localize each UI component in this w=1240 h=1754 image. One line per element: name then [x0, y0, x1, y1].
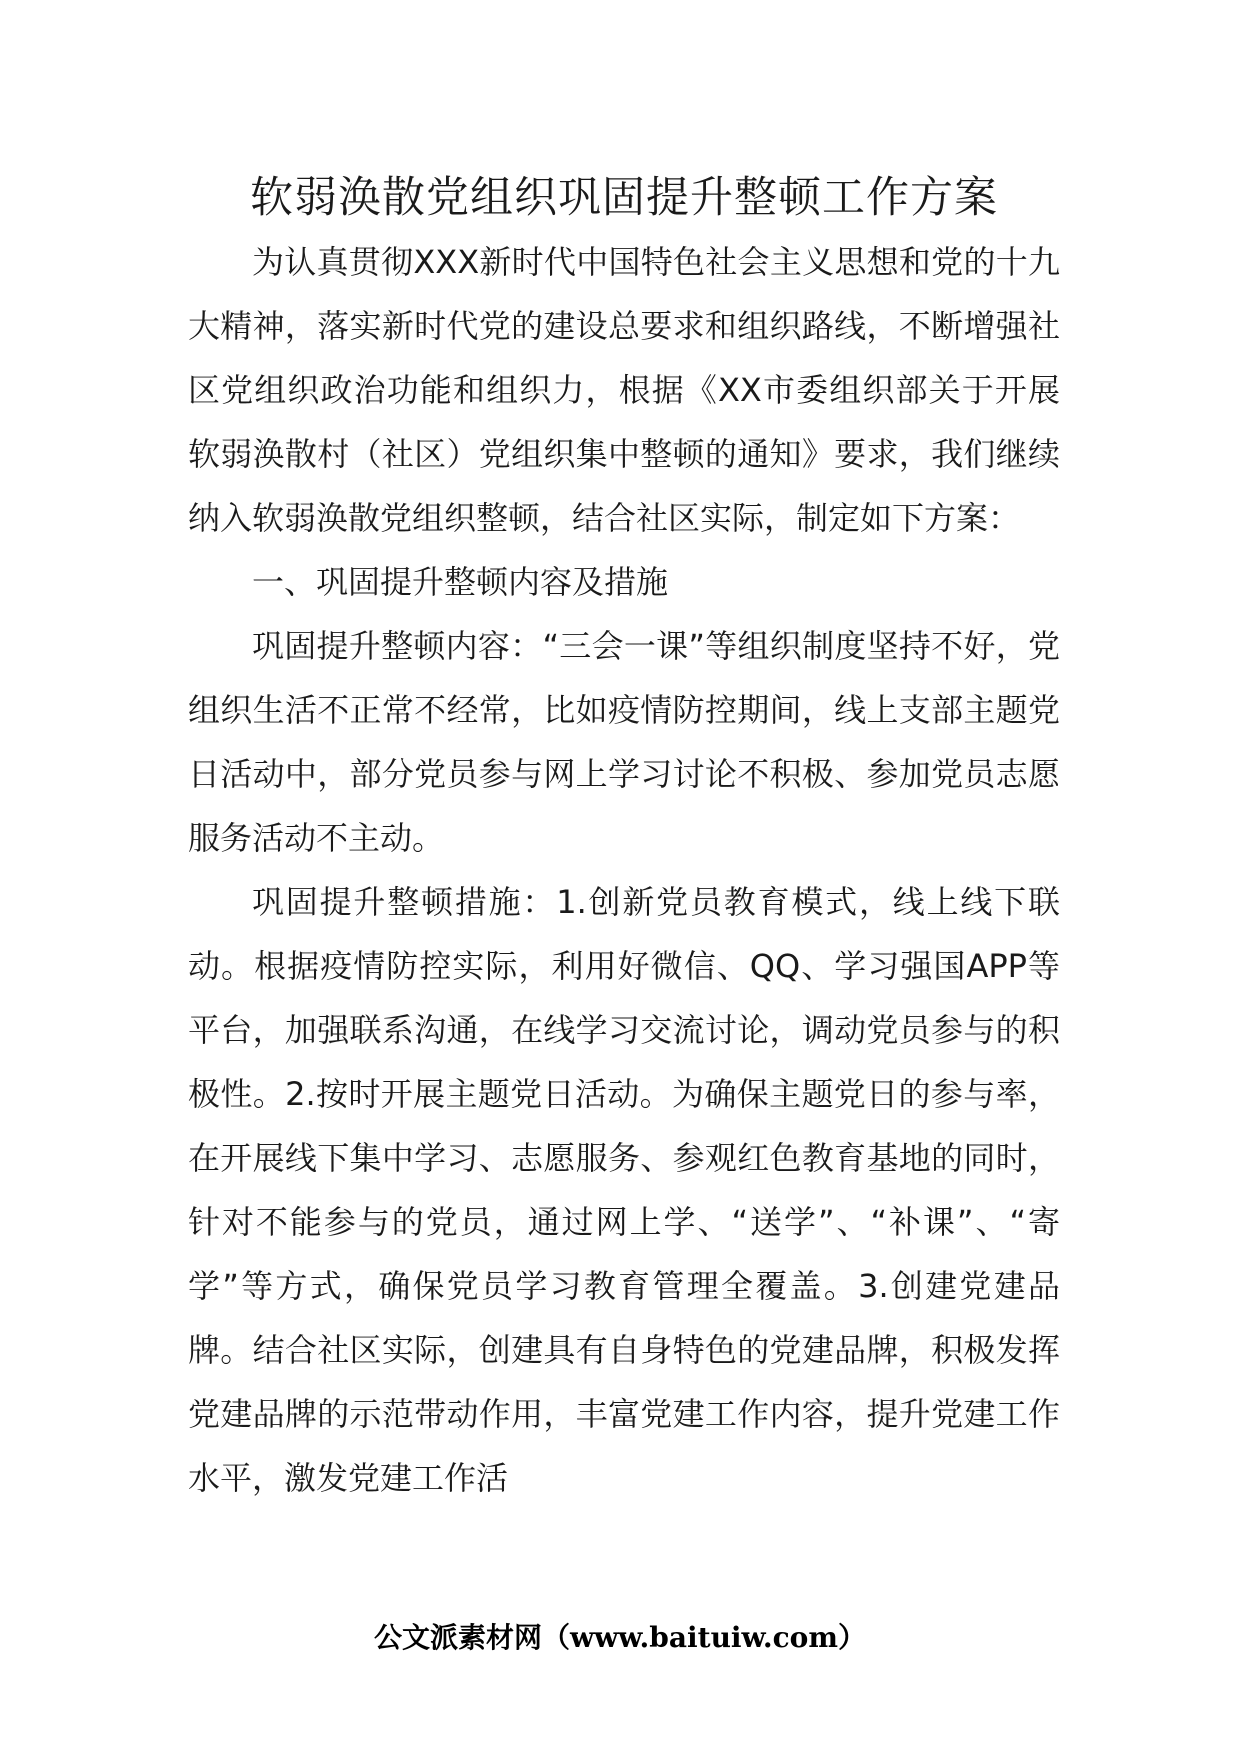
- footer-watermark: 公文派素材网（www.baituiw.com）: [374, 1621, 866, 1654]
- document-title: 软弱涣散党组织巩固提升整顿工作方案: [250, 173, 998, 223]
- content-paragraph: 巩固提升整顿内容：“三会一课”等组织制度坚持不好，党组织生活不正常不经常，比如疫情防控期间，线上支部主题党日活动中，部分党员参与网上学习讨论不积极、参加党员志愿服务活动不主动。: [188, 627, 1060, 857]
- document-page: [188, 168, 1060, 1510]
- section-heading: 一、巩固提升整顿内容及措施: [252, 563, 669, 601]
- measures-paragraph: 巩固提升整顿措施：1.创新党员教育模式，线上线下联动。根据疫情防控实际，利用好微信、QQ、学习强国APP等平台，加强联系沟通，在线学习交流讨论，调动党员参与的积极性。2.按时开展主题党日活动。为确保主题党日的参与率，在开展线下集中学习、志愿服务、参观红色教育基地的同时，针对不能参与的党员，通过网上学、“送学”、“补课”、“寄学”等方式，确保党员学习教育管理全覆盖。3.创建党建品牌。结合社区实际，创建具有自身特色的党建品牌，积极发挥党建品牌的示范带动作用，丰富党建工作内容，提升党建工作水平，激发党建工作活: [188, 883, 1060, 1497]
- document-body: [188, 230, 1060, 1510]
- intro-paragraph: 为认真贯彻XXX新时代中国特色社会主义思想和党的十九大精神，落实新时代党的建设总要求和组织路线，不断增强社区党组织政治功能和组织力，根据《XX市委组织部关于开展软弱涣散村（社区）党组织集中整顿的通知》要求，我们继续纳入软弱涣散党组织整顿，结合社区实际，制定如下方案：: [188, 243, 1060, 537]
